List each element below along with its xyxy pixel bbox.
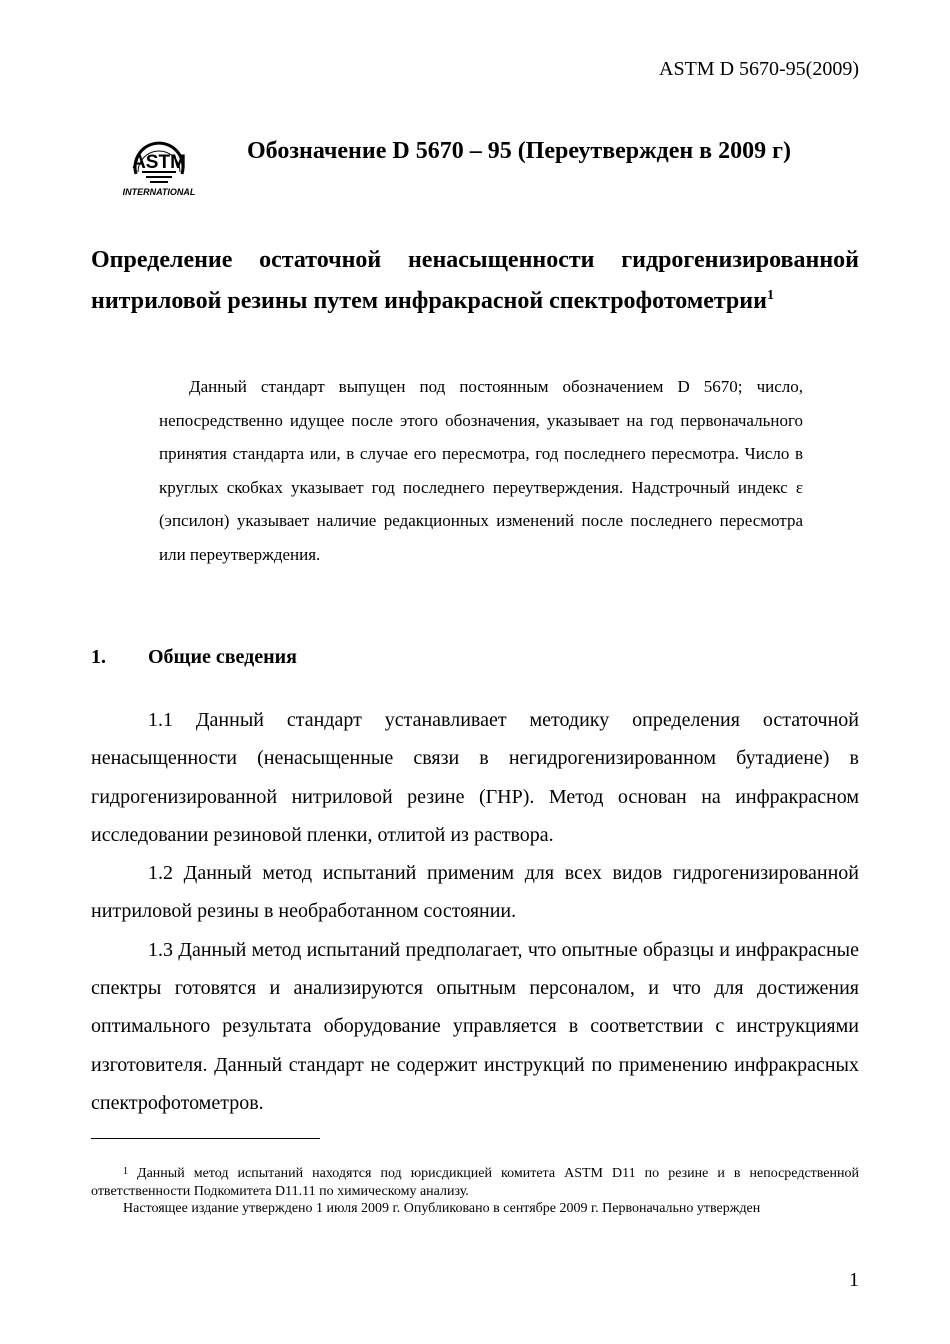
title-text: Определение остаточной ненасыщенности гидрогенизированной нитриловой резины путем инфракрасной спектрофотометрии xyxy=(91,247,859,314)
paragraph-1-3: 1.3 Данный метод испытаний предполагает, что опытные образцы и инфракрасные спектры готовятся и анализируются опытным персоналом, и что для достижения оптимального результата оборудование управляется в соответствии с инструкциями изготовителя. Данный стандарт не содержит инструкций по применению инфракрасных спектрофотометров. xyxy=(91,938,859,1114)
section-body xyxy=(91,701,859,1122)
document-code: ASTM D 5670-95(2009) xyxy=(659,58,859,80)
footnote-divider xyxy=(91,1138,320,1139)
svg-text:INTERNATIONAL: INTERNATIONAL xyxy=(122,187,196,197)
footnote-marker: 1 xyxy=(123,1166,128,1177)
footnote-text-2: Настоящее издание утверждено 1 июля 2009 г. Опубликовано в сентябре 2009 г. Первоначально утвержден xyxy=(123,1201,761,1216)
page-number: 1 xyxy=(849,1269,859,1291)
standard-notice: Данный стандарт выпущен под постоянным обозначением D 5670; число, непосредственно идущее после этого обозначения, указывает на год первоначального принятия стандарта или, в случае его пересмотра, год последнего пересмотра. Число в круглых скобках указывает год последнего переутверждения. Надстрочный индекс ε (эпсилон) указывает наличие редакционных изменений после последнего пересмотра или переутверждения. xyxy=(159,377,803,564)
footnote-text: Данный метод испытаний находятся под юрисдикцией комитета ASTM D11 по резине и в непосредственной ответственности Подкомитета D11.11 по химическому анализу. xyxy=(91,1166,859,1199)
document-title xyxy=(91,240,859,322)
paragraph-1-1: 1.1 Данный стандарт устанавливает методику определения остаточной ненасыщенности (ненасыщенные связи в негидрогенизированном бутадиене) в гидрогенизированной нитриловой резине (ГНР). Метод основан на инфракрасном исследовании резиновой пленки, отлитой из раствора. xyxy=(91,709,859,846)
section-title: Общие сведения xyxy=(148,646,297,668)
svg-text:ASTM: ASTM xyxy=(132,152,186,173)
section-number: 1. xyxy=(91,646,106,668)
astm-logo xyxy=(116,128,202,200)
title-footnote-ref: 1 xyxy=(766,288,774,303)
designation-heading: Обозначение D 5670 – 95 (Переутвержден в 2009 г) xyxy=(247,138,792,164)
footnote xyxy=(91,1165,859,1217)
paragraph-1-2: 1.2 Данный метод испытаний применим для всех видов гидрогенизированной нитриловой резины в необработанном состоянии. xyxy=(91,862,859,923)
